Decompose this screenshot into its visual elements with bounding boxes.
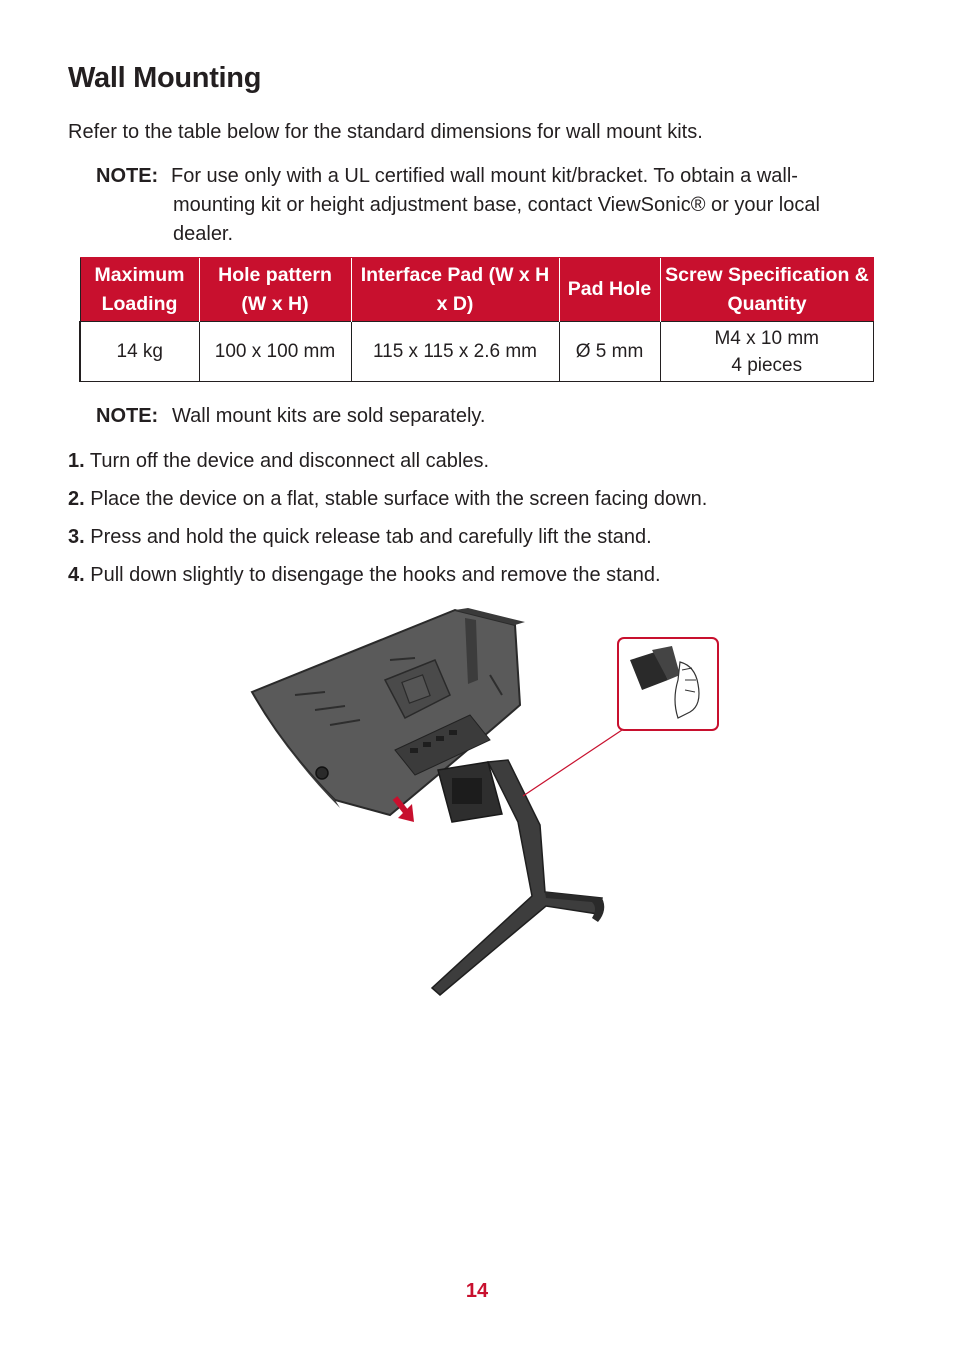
step-item — [68, 488, 707, 511]
cell-interface-pad: 115 x 115 x 2.6 mm — [351, 322, 559, 382]
step-text: Place the device on a flat, stable surface with the screen facing down. — [90, 488, 708, 510]
stand-removal-illustration — [240, 600, 730, 1010]
step-number: 4. — [68, 564, 85, 586]
step-number: 3. — [68, 526, 85, 548]
header-pad-hole: Pad Hole — [559, 258, 660, 322]
header-interface-pad: Interface Pad (W x H x D) — [351, 258, 559, 322]
step-number: 1. — [68, 450, 85, 472]
cell-max-loading: 14 kg — [80, 322, 199, 382]
stand-image — [432, 760, 604, 995]
note-label: NOTE: — [96, 165, 159, 187]
callout-line — [523, 730, 622, 796]
header-hole-pattern: Hole pattern (W x H) — [199, 258, 351, 322]
step-text: Turn off the device and disconnect all cables. — [89, 450, 490, 472]
step-text: Press and hold the quick release tab and carefully lift the stand. — [90, 526, 652, 548]
screw-quantity: 4 pieces — [731, 354, 803, 376]
wall-mount-spec-table — [79, 257, 874, 382]
step-item — [68, 450, 489, 473]
header-max-loading: Maximum Loading — [80, 258, 199, 322]
step-item — [68, 526, 652, 549]
screw-size: M4 x 10 mm — [714, 327, 820, 349]
page-title: Wall Mounting — [68, 62, 262, 94]
note-text-line1: For use only with a UL certified wall mount kit/bracket. To obtain a wall- — [171, 165, 798, 187]
cell-screw-spec — [660, 322, 874, 382]
header-screw-spec: Screw Specification & Quantity — [660, 258, 874, 322]
note-text: Wall mount kits are sold separately. — [172, 405, 486, 427]
cell-pad-hole: Ø 5 mm — [559, 322, 660, 382]
step-item — [68, 564, 661, 587]
page-number: 14 — [465, 1280, 489, 1302]
note-text-rest: mounting kit or height adjustment base, contact ViewSonic® or your local dealer. — [173, 194, 820, 245]
note-label: NOTE: — [96, 405, 159, 427]
intro-text: Refer to the table below for the standard dimensions for wall mount kits. — [68, 121, 703, 143]
cell-hole-pattern: 100 x 100 mm — [199, 322, 351, 382]
step-number: 2. — [68, 488, 85, 510]
step-text: Pull down slightly to disengage the hooks and remove the stand. — [90, 564, 661, 586]
detail-inset — [618, 638, 718, 730]
